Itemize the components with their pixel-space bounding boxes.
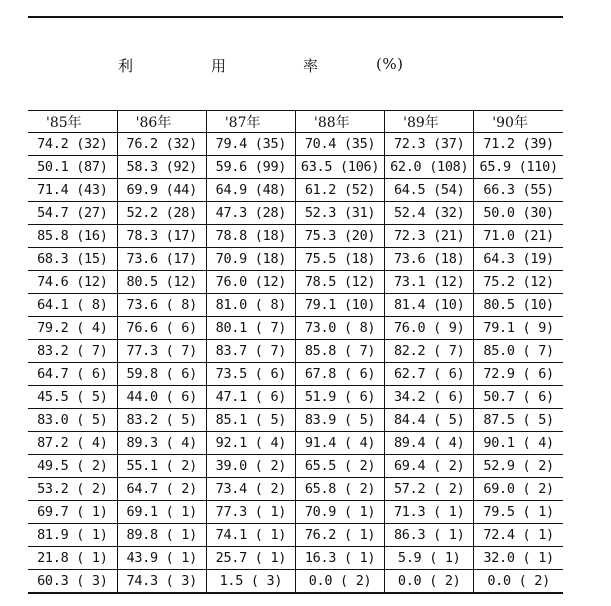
table-cell: 5.9 ( 1) [385,547,474,570]
table-cell: 74.3 ( 3) [117,570,206,593]
table-row [28,524,563,547]
table-row [28,133,563,156]
table-cell: 75.2 (12) [474,271,563,294]
table-cell: 85.0 ( 7) [474,340,563,363]
table-title-row [28,17,563,111]
table-cell: 80.5 (10) [474,294,563,317]
table-cell: 84.4 ( 5) [385,409,474,432]
table-cell: 85.8 ( 7) [295,340,384,363]
table-cell: 58.3 (92) [117,156,206,179]
table-cell: 85.1 ( 5) [206,409,295,432]
table-row [28,455,563,478]
table-cell: 72.3 (37) [385,133,474,156]
table-cell: 65.8 ( 2) [295,478,384,501]
table-cell: 64.9 (48) [206,179,295,202]
table-cell: 25.7 ( 1) [206,547,295,570]
table-row [28,340,563,363]
table-row [28,179,563,202]
table-cell: 69.0 ( 2) [474,478,563,501]
table-cell: 64.1 ( 8) [28,294,117,317]
table-cell: 80.5 (12) [117,271,206,294]
title-char-3: 率 [303,57,319,75]
table-cell: 73.6 ( 8) [117,294,206,317]
table-cell: 80.1 ( 7) [206,317,295,340]
table-cell: 77.3 ( 1) [206,501,295,524]
table-cell: 79.5 ( 1) [474,501,563,524]
table-cell: 49.5 ( 2) [28,455,117,478]
table-cell: 57.2 ( 2) [385,478,474,501]
table-row [28,409,563,432]
table-cell: 62.7 ( 6) [385,363,474,386]
table-cell: 78.3 (17) [117,225,206,248]
table-cell: 50.7 ( 6) [474,386,563,409]
table-cell: 69.1 ( 1) [117,501,206,524]
year-header-row [28,111,563,133]
table-cell: 50.0 (30) [474,202,563,225]
table-cell: 85.8 (16) [28,225,117,248]
table-cell: 52.4 (32) [385,202,474,225]
table-cell: 76.2 ( 1) [295,524,384,547]
table-cell: 89.8 ( 1) [117,524,206,547]
table-cell: 71.0 (21) [474,225,563,248]
table-row [28,317,563,340]
table-cell: 87.2 ( 4) [28,432,117,455]
table-cell: 63.5 (106) [295,156,384,179]
year-header: '86年 [117,111,206,133]
table-cell: 54.7 (27) [28,202,117,225]
table-cell: 52.2 (28) [117,202,206,225]
table-cell: 83.9 ( 5) [295,409,384,432]
table-row [28,547,563,570]
table-row [28,432,563,455]
table-body [28,133,563,593]
table-cell: 51.9 ( 6) [295,386,384,409]
table-cell: 74.6 (12) [28,271,117,294]
table-cell: 69.7 ( 1) [28,501,117,524]
table-cell: 77.3 ( 7) [117,340,206,363]
table-row [28,225,563,248]
table-cell: 90.1 ( 4) [474,432,563,455]
table-cell: 61.2 (52) [295,179,384,202]
title-char-2: 用 [211,57,227,75]
table-cell: 83.2 ( 7) [28,340,117,363]
table-cell: 75.3 (20) [295,225,384,248]
table-row [28,294,563,317]
table-cell: 60.3 ( 3) [28,570,117,593]
table-cell: 68.3 (15) [28,248,117,271]
table-cell: 62.0 (108) [385,156,474,179]
table-cell: 71.3 ( 1) [385,501,474,524]
table-cell: 0.0 ( 2) [474,570,563,593]
table-cell: 45.5 ( 5) [28,386,117,409]
table-cell: 52.9 ( 2) [474,455,563,478]
table-cell: 64.7 ( 6) [28,363,117,386]
table-cell: 89.3 ( 4) [117,432,206,455]
table-cell: 64.3 (19) [474,248,563,271]
table-cell: 76.2 (32) [117,133,206,156]
table-cell: 44.0 ( 6) [117,386,206,409]
year-header: '90年 [474,111,563,133]
table-cell: 43.9 ( 1) [117,547,206,570]
table-cell: 73.4 ( 2) [206,478,295,501]
table-cell: 39.0 ( 2) [206,455,295,478]
table-cell: 72.4 ( 1) [474,524,563,547]
table-row [28,156,563,179]
table-cell: 70.9 ( 1) [295,501,384,524]
table-cell: 16.3 ( 1) [295,547,384,570]
table-cell: 81.9 ( 1) [28,524,117,547]
table-cell: 79.4 (35) [206,133,295,156]
table-cell: 69.4 ( 2) [385,455,474,478]
table-cell: 47.3 (28) [206,202,295,225]
table-cell: 76.0 ( 9) [385,317,474,340]
table-row [28,248,563,271]
table-cell: 50.1 (87) [28,156,117,179]
table-cell: 69.9 (44) [117,179,206,202]
table-cell: 66.3 (55) [474,179,563,202]
table-cell: 81.0 ( 8) [206,294,295,317]
table-cell: 83.7 ( 7) [206,340,295,363]
table-cell: 91.4 ( 4) [295,432,384,455]
table-cell: 79.2 ( 4) [28,317,117,340]
table-cell: 70.9 (18) [206,248,295,271]
table-cell: 83.2 ( 5) [117,409,206,432]
table-row [28,363,563,386]
table-cell: 76.6 ( 6) [117,317,206,340]
table-cell: 73.6 (18) [385,248,474,271]
table-cell: 21.8 ( 1) [28,547,117,570]
table-cell: 83.0 ( 5) [28,409,117,432]
table-cell: 64.7 ( 2) [117,478,206,501]
table-cell: 73.1 (12) [385,271,474,294]
table-cell: 89.4 ( 4) [385,432,474,455]
utilization-rate-table [28,16,563,594]
table-cell: 59.8 ( 6) [117,363,206,386]
table-cell: 52.3 (31) [295,202,384,225]
table-cell: 82.2 ( 7) [385,340,474,363]
table-cell: 73.5 ( 6) [206,363,295,386]
table-cell: 55.1 ( 2) [117,455,206,478]
table-cell: 34.2 ( 6) [385,386,474,409]
table-cell: 32.0 ( 1) [474,547,563,570]
table-row [28,478,563,501]
table-row [28,271,563,294]
table-cell: 1.5 ( 3) [206,570,295,593]
year-header: '85年 [28,111,117,133]
table-cell: 92.1 ( 4) [206,432,295,455]
table-cell: 78.8 (18) [206,225,295,248]
table-cell: 71.2 (39) [474,133,563,156]
table-cell: 73.6 (17) [117,248,206,271]
table-cell: 59.6 (99) [206,156,295,179]
table-cell: 87.5 ( 5) [474,409,563,432]
table-row [28,386,563,409]
table-cell: 79.1 ( 9) [474,317,563,340]
table-cell: 76.0 (12) [206,271,295,294]
table-cell: 71.4 (43) [28,179,117,202]
table-cell: 65.5 ( 2) [295,455,384,478]
table-cell: 64.5 (54) [385,179,474,202]
table-cell: 67.8 ( 6) [295,363,384,386]
table-cell: 73.0 ( 8) [295,317,384,340]
year-header: '87年 [206,111,295,133]
table-cell: 86.3 ( 1) [385,524,474,547]
table-cell: 81.4 (10) [385,294,474,317]
table-cell: 79.1 (10) [295,294,384,317]
table-title-cell [28,17,563,111]
title-char-1: 利 [118,57,134,75]
table-row [28,501,563,524]
table-cell: 78.5 (12) [295,271,384,294]
table-cell: 74.1 ( 1) [206,524,295,547]
table-cell: 0.0 ( 2) [295,570,384,593]
title-unit: (%) [376,55,404,73]
table-cell: 74.2 (32) [28,133,117,156]
table-cell: 75.5 (18) [295,248,384,271]
table-cell: 65.9 (110) [474,156,563,179]
table-row [28,202,563,225]
year-header: '89年 [385,111,474,133]
year-header: '88年 [295,111,384,133]
table-cell: 72.3 (21) [385,225,474,248]
table-cell: 0.0 ( 2) [385,570,474,593]
table-row [28,570,563,593]
table-cell: 70.4 (35) [295,133,384,156]
table-cell: 72.9 ( 6) [474,363,563,386]
table-cell: 47.1 ( 6) [206,386,295,409]
table-cell: 53.2 ( 2) [28,478,117,501]
